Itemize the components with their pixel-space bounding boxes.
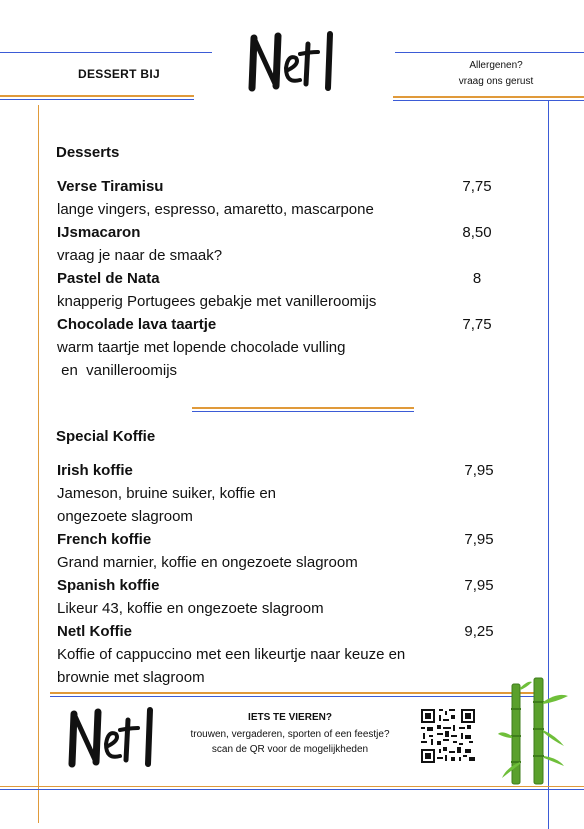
footer-top-line-orange (50, 692, 540, 694)
item-price: 8,50 (462, 224, 492, 241)
header-line-right-orange (393, 96, 584, 98)
item-price: 7,95 (464, 462, 494, 479)
item-name: French koffie (57, 531, 152, 548)
item-name: IJsmacaron (57, 224, 141, 241)
item-desc: lange vingers, espresso, amaretto, mascarpone (57, 201, 374, 218)
header-line-right-top (395, 52, 584, 53)
footer-line-2: scan de QR voor de mogelijkheden (211, 744, 369, 755)
item-desc: knapperig Portugees gebakje met vanilleroomijs (57, 293, 377, 310)
item-name: Verse Tiramisu (57, 178, 164, 195)
frame-left-vertical (38, 105, 39, 823)
brand-logo (244, 30, 344, 99)
footer-bottom-line-orange (0, 786, 584, 787)
item-price: 9,25 (464, 623, 494, 640)
header-line-right-blue (393, 100, 584, 101)
header-label: DESSERT BIJ (78, 67, 160, 81)
header-line-left-blue (0, 99, 194, 100)
allergen-line-2: vraag ons gerust (458, 76, 534, 87)
item-price: 7,95 (464, 577, 494, 594)
item-desc: vraag je naar de smaak? (57, 247, 223, 264)
section-title-desserts: Desserts (56, 144, 120, 161)
netl-logo-icon (244, 30, 344, 94)
item-desc: Likeur 43, koffie en ongezoete slagroom (57, 600, 324, 617)
header-line-left-orange (0, 95, 194, 97)
footer-bottom-line-blue (0, 789, 584, 790)
item-price: 8 (472, 270, 482, 287)
item-desc: en vanilleroomijs (57, 362, 178, 379)
header-line-left-top (0, 52, 212, 53)
item-name: Spanish koffie (57, 577, 160, 594)
item-desc: Jameson, bruine suiker, koffie en (57, 485, 277, 502)
qr-code-icon[interactable] (421, 709, 475, 763)
footer-top-line-blue (50, 696, 540, 697)
footer-line-1: trouwen, vergaderen, sporten of een feestje? (190, 729, 390, 740)
bamboo-icon (498, 674, 570, 791)
item-price: 7,75 (462, 316, 492, 333)
allergen-note (448, 58, 544, 90)
section-divider-blue (192, 411, 414, 412)
item-name: Irish koffie (57, 462, 133, 479)
netl-logo-icon (64, 706, 164, 770)
item-desc: brownie met slagroom (57, 669, 205, 686)
section-divider-orange (192, 407, 414, 409)
item-desc: Grand marnier, koffie en ongezoete slagroom (57, 554, 358, 571)
item-name: Pastel de Nata (57, 270, 160, 287)
item-price: 7,75 (462, 178, 492, 195)
footer-logo (64, 706, 164, 775)
allergen-line-1: Allergenen? (469, 60, 523, 71)
item-name: Chocolade lava taartje (57, 316, 217, 333)
item-desc: warm taartje met lopende chocolade vulling (57, 339, 346, 356)
footer-title: IETS TE VIEREN? (248, 712, 332, 723)
section-title-koffie: Special Koffie (56, 428, 156, 445)
item-name: Netl Koffie (57, 623, 132, 640)
item-desc: ongezoete slagroom (57, 508, 193, 525)
item-desc: Koffie of cappuccino met een likeurtje naar keuze en (57, 646, 406, 663)
item-price: 7,95 (464, 531, 494, 548)
